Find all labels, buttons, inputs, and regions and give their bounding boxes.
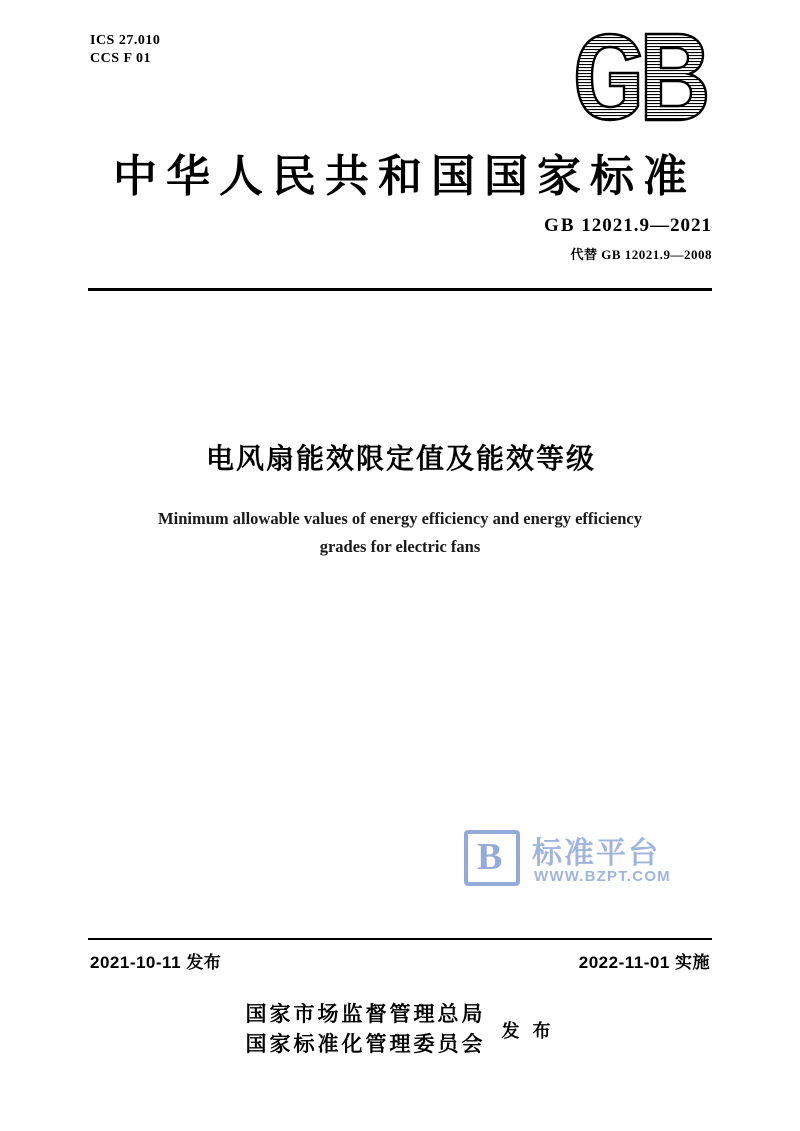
national-standard-title: 中华人民共和国国家标准 xyxy=(113,152,696,201)
standard-number-value: 12021.9—2021 xyxy=(581,215,712,236)
issuer-line-2: 国家标准化管理委员会 xyxy=(245,1033,486,1056)
standard-number xyxy=(544,215,712,237)
replaces-number: 12021.9—2008 xyxy=(624,247,712,262)
classification-codes xyxy=(90,32,160,68)
gb-logo-icon xyxy=(572,28,712,126)
replaces-label: 代替 xyxy=(570,247,598,262)
replaces-prefix: GB xyxy=(601,247,621,262)
issue-date: 2021-10-11 发布 xyxy=(90,953,222,972)
ics-code: ICS 27.010 xyxy=(90,33,161,48)
issue-word: 发 布 xyxy=(501,1021,555,1041)
header-divider xyxy=(88,288,712,291)
ccs-code: CCS F 01 xyxy=(90,51,152,66)
watermark-url: WWW.BZPT.COM xyxy=(534,868,671,885)
document-title-english-line1: Minimum allowable values of energy efficiency and energy efficiency xyxy=(158,509,642,528)
document-title-english-line2: grades for electric fans xyxy=(319,537,481,556)
document-title-english xyxy=(120,505,680,561)
footer-divider xyxy=(88,938,712,940)
implementation-date: 2022-11-01 实施 xyxy=(578,953,710,972)
document-title-chinese: 电风扇能效限定值及能效等级 xyxy=(205,443,596,474)
issuing-authorities xyxy=(0,1000,800,1060)
issuer-names xyxy=(245,1000,485,1060)
standard-number-prefix: GB xyxy=(544,215,576,236)
watermark-logo-letter: B xyxy=(477,836,503,878)
issuer-line-1: 国家市场监督管理总局 xyxy=(245,1003,486,1026)
watermark-text: 标准平台 xyxy=(532,837,660,870)
standard-number-block xyxy=(544,215,712,263)
replaces-line xyxy=(544,244,712,263)
watermark xyxy=(464,826,724,896)
